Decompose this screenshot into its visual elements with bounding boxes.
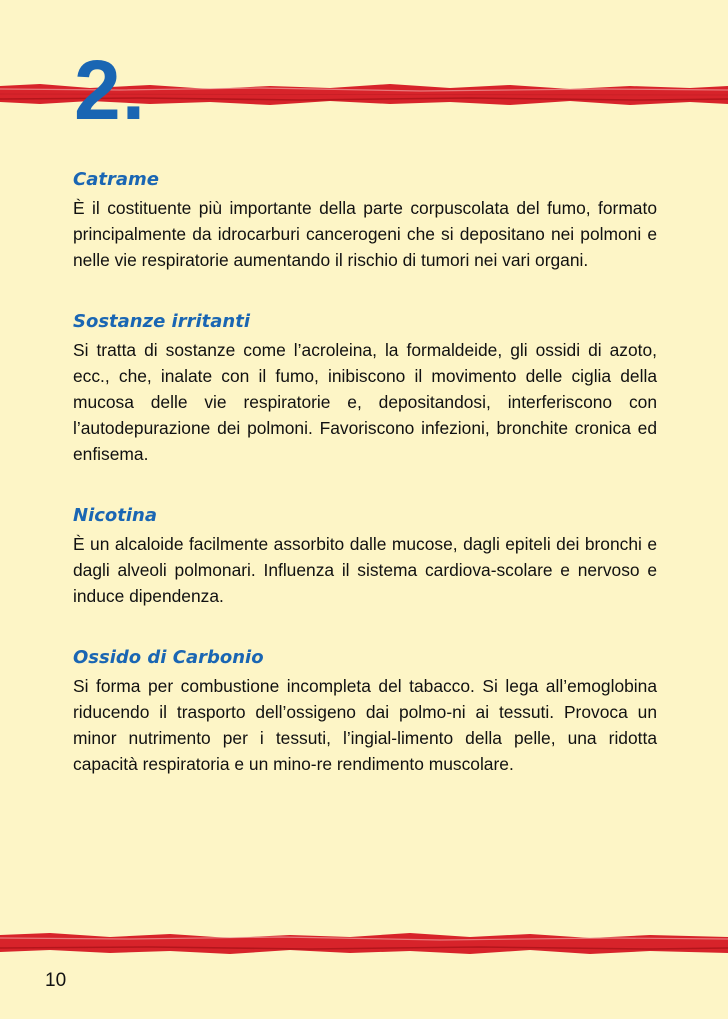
section-body: Si tratta di sostanze come l’acroleina, la formaldeide, gli ossidi di azoto, ecc., che, inalate con il fumo, inibiscono il movimento delle ciglia della mucosa delle vie respiratorie e, depositandosi, interferiscono con l’autodepurazione dei polmoni. Favoriscono infezioni, bronchite cronica ed enfisema.	[73, 340, 657, 464]
bottom-decorative-stripe	[0, 926, 728, 962]
section-title: Nicotina	[73, 505, 158, 526]
chapter-number: 2.	[74, 43, 147, 137]
section-title: Catrame	[73, 169, 159, 190]
section-body: È un alcaloide facilmente assorbito dalle mucose, dagli epiteli dei bronchi e dagli alveoli polmonari. Influenza il sistema cardiova-scolare e nervoso e induce dipendenza.	[73, 534, 657, 606]
section-sostanze-irritanti	[73, 310, 657, 467]
page-number: 10	[45, 970, 67, 991]
section-body: Si forma per combustione incompleta del tabacco. Si lega all’emoglobina riducendo il trasporto dell’ossigeno dai polmo-ni ai tessuti. Provoca un minor nutrimento per i tessuti, l’ingial-limento della pelle, una ridotta capacità respiratoria e un mino-re rendimento muscolare.	[73, 676, 657, 774]
section-body: È il costituente più importante della parte corpuscolata del fumo, formato principalmente da idrocarburi cancerogeni che si depositano nei polmoni e nelle vie respiratorie aumentando il rischio di tumori nei vari organi.	[73, 198, 657, 270]
section-catrame	[73, 168, 657, 273]
main-content	[73, 168, 657, 777]
section-title: Ossido di Carbonio	[73, 647, 264, 668]
section-title: Sostanze irritanti	[73, 311, 250, 332]
section-ossido-di-carbonio	[73, 646, 657, 777]
section-nicotina	[73, 504, 657, 609]
